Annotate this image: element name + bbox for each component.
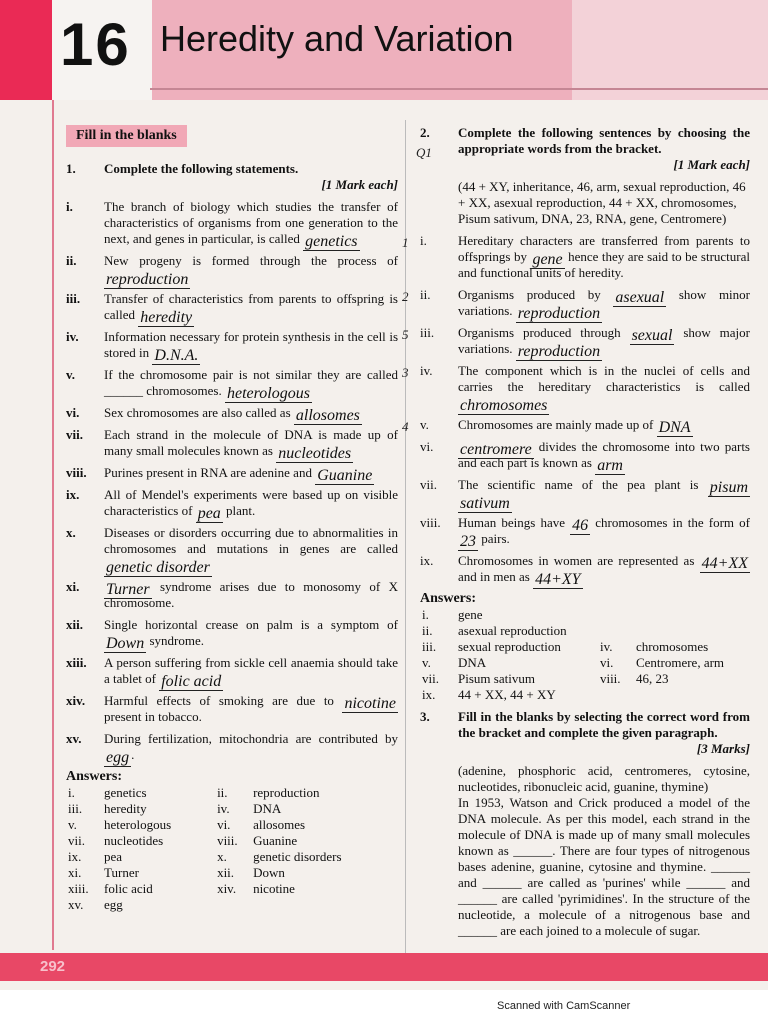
item-text: The component which is in the nuclei of cells and carries the hereditary characteristics is called <box>458 363 750 394</box>
handwritten-answer: 46 <box>572 517 589 534</box>
statement-item <box>66 731 398 766</box>
item-text: Organisms produced through <box>458 325 630 340</box>
handwritten-answer: Down <box>106 635 145 652</box>
handwritten-answer: chromosomes <box>460 397 548 414</box>
item-number: i. <box>420 233 427 248</box>
item-number: ix. <box>66 487 80 502</box>
item-number: viii. <box>420 515 441 530</box>
item-text: A person suffering from sickle cell anaemia should take a tablet of <box>104 655 398 686</box>
item-text: Chromosomes are mainly made up of <box>458 417 657 432</box>
answer-value: Turner <box>104 865 139 880</box>
item-text: syndrome arises due to monosomy of X chromosome. <box>104 579 398 610</box>
answer-row <box>66 865 398 881</box>
answer-row <box>66 833 398 849</box>
item-number: viii. <box>66 465 87 480</box>
item-text: Diseases or disorders occurring due to abnormalities in chromosomes and mutations in genes are called <box>104 525 398 556</box>
answer-value: genetic disorders <box>253 849 342 864</box>
answer-value: heterologous <box>104 817 172 832</box>
marks-label: [3 Marks] <box>696 741 750 756</box>
answer-number: i. <box>68 785 75 800</box>
item-text: Single horizontal crease on palm is a symptom of <box>104 617 398 632</box>
answer-number: xiv. <box>217 881 237 896</box>
handwritten-answer: folic acid <box>161 673 222 690</box>
item-text: All of Mendel's experiments were based up on visible characteristics of <box>104 487 398 518</box>
statement-item <box>402 325 750 360</box>
handwritten-answer: genetics <box>305 233 358 250</box>
item-number: vii. <box>66 427 83 442</box>
item-number: xii. <box>66 617 83 632</box>
answer-row <box>420 607 750 623</box>
handwritten-answer: pea <box>197 505 221 522</box>
section-heading: Fill in the blanks <box>66 125 187 147</box>
answer-number: viii. <box>599 671 621 686</box>
handwritten-answer: gene <box>532 251 563 268</box>
answer-number <box>598 687 634 703</box>
question-number: 1. <box>66 161 76 176</box>
item-number: ii. <box>66 253 77 268</box>
handwritten-answer: sexual <box>631 327 673 344</box>
statement-item <box>420 439 750 474</box>
statement-item <box>420 515 750 550</box>
handwritten-answer: sativum <box>460 495 510 512</box>
chapter-title: Heredity and Variation <box>160 18 514 59</box>
item-text: Sex chromosomes are also called as <box>104 405 294 420</box>
handwritten-answer: heredity <box>140 309 193 326</box>
answer-value <box>634 687 750 703</box>
scan-footer <box>0 990 768 1024</box>
handwritten-answer: 44+XY <box>535 571 581 588</box>
handwritten-answer: arm <box>597 457 623 474</box>
item-text: . <box>131 747 135 762</box>
handwritten-answer: genetic disorder <box>106 559 210 576</box>
answer-number: xiii. <box>68 881 89 896</box>
left-column <box>66 125 398 913</box>
handwritten-margin-note: 4 <box>402 419 409 434</box>
answer-value: Guanine <box>253 833 298 848</box>
answer-number: ii. <box>217 785 228 800</box>
statement-item <box>402 233 750 281</box>
handwritten-answer: egg <box>106 749 130 766</box>
question-number: 2. <box>420 125 430 140</box>
item-text: Human beings have <box>458 515 571 530</box>
statement-item <box>402 417 750 436</box>
answer-value: Centromere, arm <box>635 655 725 670</box>
handwritten-answer: reproduction <box>517 305 601 322</box>
handwritten-answer: DNA <box>658 419 691 436</box>
answer-value: chromosomes <box>635 639 709 654</box>
answer-value: heredity <box>104 801 147 816</box>
page-border <box>52 100 54 950</box>
answer-value: gene <box>458 607 483 622</box>
footer-band <box>0 953 768 981</box>
item-text: show major variations. <box>458 325 750 356</box>
item-text: chromosomes in the form of <box>590 515 750 530</box>
answer-row <box>66 801 398 817</box>
item-number: v. <box>420 417 429 432</box>
item-text: New progeny is formed through the process of <box>104 253 398 268</box>
header-red-strip <box>0 0 52 100</box>
page-number: 292 <box>40 958 66 975</box>
q3-bracket: (adenine, phosphoric acid, centromeres, cytosine, nucleotides, ribonucleic acid, guanine, thymine) <box>458 763 750 794</box>
answer-value: asexual reproduction <box>458 623 567 638</box>
item-text: syndrome. <box>146 633 205 648</box>
answer-value: allosomes <box>253 817 306 832</box>
item-text: show minor variations. <box>458 287 750 318</box>
item-text: If the chromosome pair is not similar they are called ______ chromosomes. <box>104 367 398 398</box>
answer-row <box>66 897 398 913</box>
item-text: divides the chromosome into two parts and each part is known as <box>458 439 750 470</box>
answer-row <box>420 655 750 671</box>
header-rule <box>150 88 768 90</box>
answers-table <box>420 607 750 703</box>
answer-number: v. <box>422 655 431 670</box>
statement-item <box>66 427 398 462</box>
item-text: The scientific name of the pea plant is <box>458 477 708 492</box>
handwritten-answer: centromere <box>460 441 532 458</box>
statement-item <box>66 655 398 690</box>
item-number: vi. <box>66 405 80 420</box>
handwritten-margin-note: 2 <box>402 289 409 304</box>
item-number: xiv. <box>66 693 86 708</box>
statement-item <box>66 291 398 326</box>
item-number: x. <box>66 525 76 540</box>
statement-item <box>66 253 398 288</box>
answer-number: iii. <box>422 639 437 654</box>
handwritten-margin-note: 5 <box>402 327 409 342</box>
statement-item <box>66 525 398 576</box>
right-column <box>402 125 750 939</box>
question-title: Fill in the blanks by selecting the correct word from the bracket and complete the given paragraph. <box>458 709 750 740</box>
item-number: xiii. <box>66 655 87 670</box>
item-number: xi. <box>66 579 80 594</box>
answer-value: Pisum sativum <box>458 671 535 686</box>
answer-number: vi. <box>599 655 614 670</box>
answer-number: ix. <box>68 849 82 864</box>
handwritten-answer: D.N.A. <box>154 347 199 364</box>
handwritten-answer: allosomes <box>295 407 360 424</box>
statement-list <box>66 199 398 766</box>
item-text: Each strand in the molecule of DNA is made up of many small molecules known as <box>104 427 398 458</box>
item-text: pairs. <box>478 531 510 546</box>
handwritten-margin-note: Q1 <box>416 145 432 160</box>
answer-row <box>66 785 398 801</box>
answer-row <box>66 817 398 833</box>
answer-value: nucleotides <box>104 833 164 848</box>
answer-value: sexual reproduction <box>458 639 561 654</box>
item-text: and in men as <box>458 569 534 584</box>
statement-item <box>402 287 750 322</box>
answer-number: vi. <box>217 817 231 832</box>
answer-value: genetics <box>104 785 147 800</box>
handwritten-answer: asexual <box>615 289 665 306</box>
item-text: Organisms produced by <box>458 287 614 302</box>
item-number: iii. <box>420 325 435 340</box>
answer-row <box>420 639 750 655</box>
item-number: vi. <box>420 439 434 454</box>
item-text: plant. <box>222 503 256 518</box>
item-text: Hereditary characters are transferred from parents to offsprings by <box>458 233 750 264</box>
handwritten-answer: 23 <box>460 533 476 550</box>
item-text: present in tobacco. <box>104 709 202 724</box>
marks-label: [1 Mark each] <box>321 177 398 192</box>
question-3-header <box>420 709 750 757</box>
handwritten-answer: nicotine <box>344 695 396 712</box>
handwritten-answer: Turner <box>106 581 150 598</box>
answer-row <box>420 623 750 639</box>
item-text: Transfer of characteristics from parents to offspring is called <box>104 291 398 322</box>
answer-value <box>634 607 750 623</box>
answer-number: xi. <box>68 865 82 880</box>
item-number: ix. <box>420 553 434 568</box>
answer-value: DNA <box>458 655 487 670</box>
handwritten-answer: reproduction <box>517 343 601 360</box>
question-1-header <box>66 161 398 193</box>
scanner-watermark: Scanned with CamScanner <box>497 1000 631 1012</box>
answer-value: 44 + XX, 44 + XY <box>458 687 556 702</box>
answer-value: 46, 23 <box>635 671 669 686</box>
answer-number <box>215 897 251 913</box>
answer-value <box>251 897 398 913</box>
statement-item <box>420 553 750 588</box>
answers-heading: Answers: <box>420 591 476 606</box>
marks-label: [1 Mark each] <box>673 157 750 172</box>
item-number: iv. <box>66 329 79 344</box>
answers-table <box>66 785 398 913</box>
q3-paragraph: In 1953, Watson and Crick produced a model of the DNA molecule. As per this model, each strand in the molecule of DNA is made up of many small molecules known as ______. There are four types of nitrogenous bases adenine, guanine, cytosine and thymine. ______ and ______ are called as 'purines' while ______ and ______ are called 'pyrimidines'. In the structure of the nucleotide, a molecule of a nitrogenous base and ______ are each joined to a molecule of sugar. <box>458 795 750 938</box>
question-title: Complete the following sentences by choosing the appropriate words from the bracket. <box>458 125 750 156</box>
item-number: v. <box>66 367 76 382</box>
answer-value: reproduction <box>253 785 320 800</box>
item-number: iv. <box>420 363 433 378</box>
answer-row <box>66 849 398 865</box>
answer-value: nicotine <box>253 881 295 896</box>
word-bank: (44 + XY, inheritance, 46, arm, sexual reproduction, 46 + XX, asexual reproduction, 44 + XX, chromosomes, Pisum sativum, DNA, 23, RNA, gene, Centromere) <box>458 179 746 226</box>
answer-number: i. <box>422 607 429 622</box>
answer-value <box>634 623 750 639</box>
statement-item <box>66 487 398 522</box>
chapter-number: 16 <box>60 11 131 78</box>
item-text: hence they are said to be structural and functional units of heredity. <box>458 249 750 280</box>
statement-item <box>66 329 398 364</box>
answer-number <box>598 607 634 623</box>
handwritten-margin-note: 3 <box>402 365 409 380</box>
item-text: Harmful effects of smoking are due to <box>104 693 343 708</box>
answer-number: iv. <box>599 639 613 654</box>
item-text: During fertilization, mitochondria are contributed by <box>104 731 398 746</box>
answer-number <box>598 623 634 639</box>
handwritten-answer: reproduction <box>106 271 189 288</box>
answer-number: ix. <box>422 687 436 702</box>
statement-item <box>66 465 398 484</box>
answer-number: xii. <box>217 865 235 880</box>
answer-value: DNA <box>253 801 282 816</box>
answer-value: pea <box>104 849 123 864</box>
statement-item <box>66 579 398 611</box>
item-text: Information necessary for protein synthesis in the cell is stored in <box>104 329 398 360</box>
handwritten-answer: pisum <box>709 479 748 496</box>
statement-item <box>402 363 750 414</box>
handwritten-margin-note: 1 <box>402 235 409 250</box>
item-number: i. <box>66 199 73 214</box>
answer-row <box>420 671 750 687</box>
answer-number: iv. <box>217 801 230 816</box>
item-text: Purines present in RNA are adenine and <box>104 465 316 480</box>
statement-item <box>66 617 398 652</box>
answer-value: Down <box>253 865 285 880</box>
item-number: iii. <box>66 291 81 306</box>
item-number: xv. <box>66 731 82 746</box>
question-title: Complete the following statements. <box>104 161 299 176</box>
answer-number: v. <box>68 817 77 832</box>
handwritten-answer: heterologous <box>226 385 310 402</box>
answers-heading: Answers: <box>66 769 122 784</box>
answer-number: ii. <box>422 623 433 638</box>
item-text: The branch of biology which studies the transfer of characteristics of organisms from one generation to the next, and genes in particular, is called <box>104 199 398 246</box>
answer-number: vii. <box>68 833 85 848</box>
question-2-header <box>416 125 750 173</box>
answer-number: xv. <box>68 897 84 912</box>
answer-value: egg <box>104 897 123 912</box>
answer-row <box>66 881 398 897</box>
question-number: 3. <box>420 709 430 724</box>
handwritten-answer: Guanine <box>317 467 373 484</box>
answer-number: vii. <box>422 671 439 686</box>
statement-item <box>66 367 398 402</box>
chapter-header <box>0 0 768 100</box>
handwritten-answer: nucleotides <box>278 445 352 462</box>
item-number: vii. <box>420 477 437 492</box>
answer-row <box>420 687 750 703</box>
answer-number: viii. <box>217 833 238 848</box>
item-text: Chromosomes in women are represented as <box>458 553 700 568</box>
statement-item <box>66 405 398 424</box>
item-number: ii. <box>420 287 431 302</box>
answer-value: folic acid <box>104 881 153 896</box>
statement-item <box>420 477 750 512</box>
statement-item <box>66 199 398 250</box>
handwritten-answer: 44+XX <box>701 555 748 572</box>
sentence-list <box>402 233 750 588</box>
statement-item <box>66 693 398 725</box>
answer-number: iii. <box>68 801 83 816</box>
answer-number: x. <box>217 849 227 864</box>
